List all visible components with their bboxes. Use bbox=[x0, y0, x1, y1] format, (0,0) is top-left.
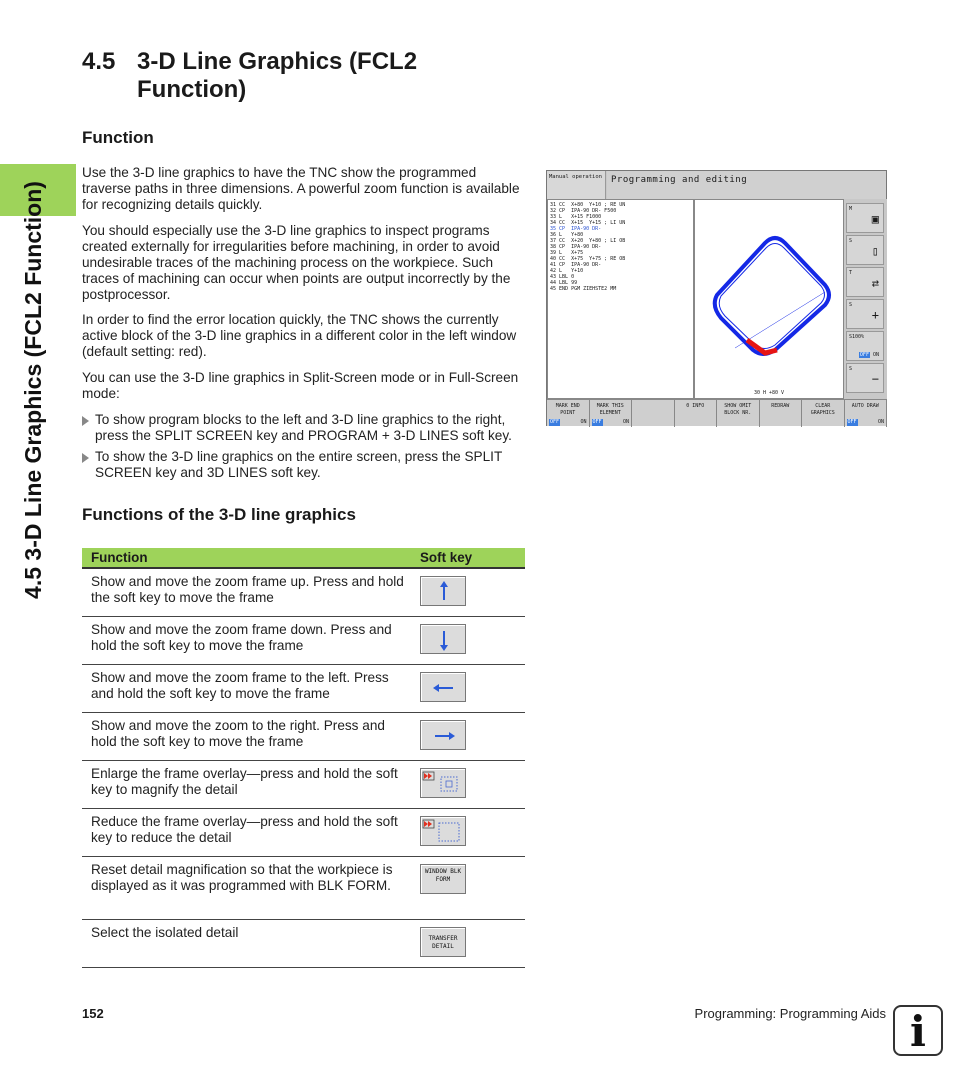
paragraph: You should especially use the 3-D line graphics to inspect programs created externally for irregularities before machining, in order to avoid undesirable traces of the machining process on the workpiece. Such traces of machining can occur when points are output incorrectly by the postprocessor. bbox=[82, 223, 511, 302]
program-line[interactable]: 32 CP IPA-90 DR- F500 bbox=[550, 208, 617, 214]
softkey-label: SHOW OMIT BLOCK NR. bbox=[724, 403, 752, 416]
softkey-label: CLEAR GRAPHICS bbox=[810, 403, 835, 416]
table-row: Show and move the zoom to the right. Press and hold the soft key to move the frame bbox=[82, 713, 525, 761]
bullet-triangle-icon bbox=[82, 453, 89, 463]
off-label: OFF bbox=[592, 419, 602, 425]
softkey-label: REDRAW bbox=[771, 403, 790, 409]
on-label: ON bbox=[580, 419, 587, 425]
softkey[interactable] bbox=[590, 400, 633, 427]
operating-mode-label: Manual operation bbox=[547, 171, 606, 199]
softkey-bar bbox=[547, 399, 887, 426]
arrow-left-icon bbox=[421, 673, 467, 703]
softkey[interactable] bbox=[632, 400, 675, 427]
screen-title: Programming and editing bbox=[607, 171, 886, 199]
table-row: Select the isolated detail TRANSFER DETAIL bbox=[82, 920, 525, 968]
program-line[interactable]: 35 CP IPA-90 DR- bbox=[550, 226, 602, 232]
info-icon: i bbox=[893, 1005, 943, 1056]
softkey-table bbox=[82, 548, 525, 968]
on-label: ON bbox=[877, 419, 884, 425]
paragraph: In order to find the error location quickly, the TNC shows the currently active block of the 3-D line graphics in a different color in the left window (default setting: red). bbox=[82, 312, 517, 359]
bullet-item: To show program blocks to the left and 3-D line graphics to the right, press the SPLIT SCREEN key and PROGRAM + 3-D LINES soft key. bbox=[82, 412, 527, 444]
program-line[interactable]: 37 CC X+20 Y+80 ; LI OB bbox=[550, 238, 626, 244]
table-row: Show and move the zoom frame down. Press and hold the soft key to move the frame bbox=[82, 617, 525, 665]
softkey-label: 0 INFO bbox=[686, 403, 705, 409]
t-function-key[interactable]: T ⇄ bbox=[846, 267, 884, 297]
off-on-toggle bbox=[549, 419, 587, 426]
move-left-softkey[interactable] bbox=[420, 672, 466, 702]
softkey-label: AUTO DRAW bbox=[851, 403, 879, 409]
softkey[interactable] bbox=[760, 400, 803, 427]
table-row: Show and move the zoom frame to the left. Press and hold the soft key to move the frame bbox=[82, 665, 525, 713]
program-line[interactable]: 45 END PGM ZIEHSTE2 MM bbox=[550, 286, 617, 292]
off-label: OFF bbox=[550, 419, 560, 425]
program-line[interactable]: 40 CC X+75 Y+75 ; RE OB bbox=[550, 256, 626, 262]
program-line[interactable]: 33 L X+15 F1000 bbox=[550, 214, 602, 220]
on-label: ON bbox=[622, 419, 629, 425]
softkey[interactable] bbox=[675, 400, 718, 427]
program-line[interactable]: 42 L Y+10 bbox=[550, 268, 584, 274]
tool-change-icon: ⇄ bbox=[871, 276, 879, 290]
tool-icon: ▣ bbox=[871, 212, 879, 226]
reduce-frame-softkey[interactable] bbox=[420, 816, 466, 846]
s-function-key[interactable]: S ▯ bbox=[846, 235, 884, 265]
paragraph: Use the 3-D line graphics to have the TNC show the programmed traverse paths in three dimensions. A powerful zoom function is available for recognizing details quickly. bbox=[82, 165, 520, 212]
window-blk-form-softkey[interactable]: WINDOW BLK FORM bbox=[420, 864, 466, 894]
softkey-label: MARK END POINT bbox=[555, 403, 580, 416]
title-line-1: 3-D Line Graphics (FCL2 bbox=[137, 48, 418, 75]
zoom-out-frame-icon bbox=[421, 817, 467, 847]
table-row: Enlarge the frame overlay—press and hold the soft key to magnify the detail bbox=[82, 761, 525, 809]
program-line[interactable]: 39 L X+75 bbox=[550, 250, 584, 256]
line-graphics-window bbox=[694, 199, 844, 399]
page-number: 152 bbox=[82, 1006, 104, 1021]
off-label: OFF bbox=[847, 419, 857, 425]
side-chapter-title: 4.5 3-D Line Graphics (FCL2 Function) bbox=[20, 181, 46, 599]
chapter-footer: Programming: Programming Aids bbox=[694, 1006, 886, 1021]
table-row: Show and move the zoom frame up. Press and hold the soft key to move the frame bbox=[82, 569, 525, 617]
program-window bbox=[547, 199, 694, 399]
softkey-label: MARK THIS ELEMENT bbox=[596, 403, 624, 416]
s-minus-key[interactable]: S − bbox=[846, 363, 884, 393]
softkey[interactable] bbox=[845, 400, 888, 427]
move-right-softkey[interactable] bbox=[420, 720, 466, 750]
table-row: Reset detail magnification so that the workpiece is displayed as it was programmed with BLK FORM. WINDOW BLK FORM bbox=[82, 857, 525, 920]
enlarge-frame-softkey[interactable] bbox=[420, 768, 466, 798]
paragraph: You can use the 3-D line graphics in Split-Screen mode or in Full-Screen mode: bbox=[82, 370, 519, 401]
s-override-key[interactable]: S100% OFF ON bbox=[846, 331, 884, 361]
transfer-detail-softkey[interactable]: TRANSFER DETAIL bbox=[420, 927, 466, 957]
side-softkey-bar bbox=[844, 199, 887, 399]
program-line[interactable]: 36 L Y+80 bbox=[550, 232, 584, 238]
table-header: Function Soft key bbox=[82, 548, 525, 569]
zoom-in-frame-icon bbox=[421, 769, 467, 799]
program-line[interactable]: 38 CP IPA-90 DR- bbox=[550, 244, 602, 250]
off-on-toggle bbox=[592, 419, 630, 426]
arrow-down-icon bbox=[421, 625, 467, 655]
m-function-key[interactable]: M ▣ bbox=[846, 203, 884, 233]
plus-icon: + bbox=[871, 308, 879, 322]
table-row: Reduce the frame overlay—press and hold the soft key to reduce the detail bbox=[82, 809, 525, 857]
tnc-screenshot bbox=[546, 170, 887, 426]
softkey[interactable] bbox=[802, 400, 845, 427]
section-heading-functions: Functions of the 3-D line graphics bbox=[82, 505, 356, 524]
s-plus-key[interactable]: S + bbox=[846, 299, 884, 329]
program-line[interactable]: 31 CC X+80 Y+10 ; RE UN bbox=[550, 202, 626, 208]
section-heading-function: Function bbox=[82, 128, 154, 147]
program-line[interactable]: 44 LBL 99 bbox=[550, 280, 578, 286]
arrow-up-icon bbox=[421, 577, 467, 607]
softkey[interactable] bbox=[717, 400, 760, 427]
program-line[interactable]: 43 LBL 0 bbox=[550, 274, 575, 280]
off-on-toggle bbox=[847, 419, 885, 426]
move-up-softkey[interactable] bbox=[420, 576, 466, 606]
softkey[interactable] bbox=[547, 400, 590, 427]
program-line[interactable]: 34 CC X+15 Y+15 ; LI UN bbox=[550, 220, 626, 226]
coordinate-readout: 30 H +80 V bbox=[753, 390, 785, 396]
minus-icon: − bbox=[871, 372, 879, 386]
arrow-right-icon bbox=[421, 721, 467, 751]
section-number: 4.5 bbox=[82, 48, 116, 75]
spindle-icon: ▯ bbox=[871, 244, 879, 258]
bullet-item: To show the 3-D line graphics on the entire screen, press the SPLIT SCREEN key and 3D LINES soft key. bbox=[82, 449, 527, 481]
program-line[interactable]: 41 CP IPA-90 DR- bbox=[550, 262, 602, 268]
title-line-2: Function) bbox=[137, 76, 247, 103]
bullet-triangle-icon bbox=[82, 416, 89, 426]
toolpath-graphic bbox=[695, 200, 843, 390]
move-down-softkey[interactable] bbox=[420, 624, 466, 654]
